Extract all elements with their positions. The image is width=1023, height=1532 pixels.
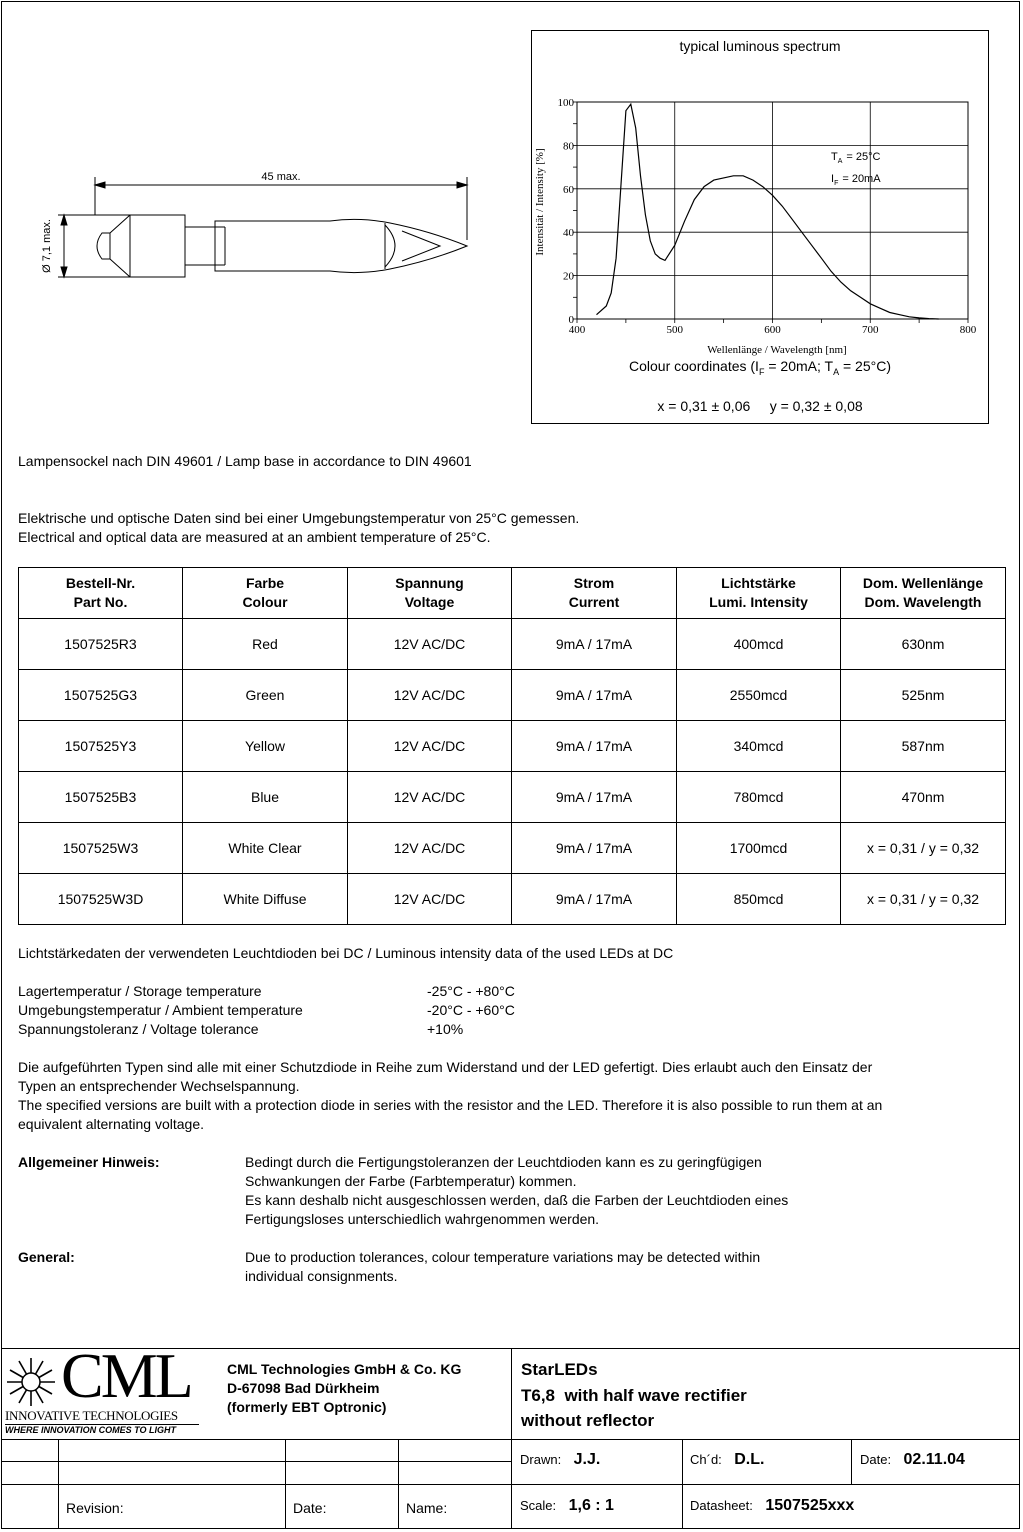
cell-colour: Green	[183, 670, 348, 721]
cell-part-no: 1507525Y3	[19, 721, 183, 772]
measure-note-en: Electrical and optical data are measured at an ambient temperature of 25°C.	[18, 529, 491, 545]
length-label: 45 max.	[261, 171, 301, 183]
cell-intensity: 2550mcd	[677, 670, 841, 721]
cell-intensity: 400mcd	[677, 619, 841, 670]
cell-colour: Red	[183, 619, 348, 670]
header-voltage: Spannung Voltage	[348, 568, 512, 619]
cell-wavelength: 525nm	[841, 670, 1006, 721]
measure-note-de: Elektrische und optische Daten sind bei einer Umgebungstemperatur von 25°C gemessen.	[18, 510, 580, 526]
table-row	[19, 772, 1006, 823]
cell-colour: White Diffuse	[183, 874, 348, 925]
cml-logo-icon	[5, 1356, 57, 1408]
hinweis-label: Allgemeiner Hinweis:	[18, 1154, 160, 1170]
protection-en-2: equivalent alternating voltage.	[18, 1116, 205, 1132]
temp-value-voltage: +10%	[427, 1021, 464, 1037]
cell-voltage: 12V AC/DC	[348, 670, 512, 721]
header-intensity: Lichtstärke Lumi. Intensity	[677, 568, 841, 619]
y-tick-label: 100	[557, 97, 574, 109]
chart-ylabel: Intensität / Intensity [%]	[534, 148, 546, 256]
header-part-no: Bestell-Nr. Part No.	[19, 568, 183, 619]
cell-wavelength: 470nm	[841, 772, 1006, 823]
cell-part-no: 1507525W3	[19, 823, 183, 874]
lamp-base-note: Lampensockel nach DIN 49601 / Lamp base in accordance to DIN 49601	[18, 453, 472, 469]
x-tick-label: 500	[666, 324, 683, 336]
product-line-3: without reflector	[521, 1411, 655, 1430]
x-tick-label: 400	[568, 324, 586, 336]
table-header-row	[19, 568, 1006, 619]
table-row	[19, 670, 1006, 721]
header-colour: Farbe Colour	[183, 568, 348, 619]
product-line-1: StarLEDs	[521, 1360, 598, 1379]
colour-coordinates-values: x = 0,31 ± 0,06 y = 0,32 ± 0,08	[657, 398, 863, 414]
cell-part-no: 1507525B3	[19, 772, 183, 823]
temp-value-storage: -25°C - +80°C	[427, 983, 515, 999]
company-name: CML Technologies GmbH & Co. KG	[227, 1361, 462, 1377]
if-annotation: $I_F = 20mA$	[831, 173, 881, 187]
logo-slogan: WHERE INNOVATION COMES TO LIGHT	[5, 1425, 176, 1435]
y-tick-label: 80	[563, 140, 574, 153]
cell-intensity: 850mcd	[677, 874, 841, 925]
cell-part-no: 1507525R3	[19, 619, 183, 670]
protection-en-1: The specified versions are built with a protection diode in series with the resistor and the LED. Therefore it is also possible to run them at an	[18, 1097, 883, 1113]
x-tick-label: 600	[764, 324, 781, 336]
ta-annotation: $T_A = 25^\circ C$	[831, 151, 881, 165]
hinweis-line-1: Bedingt durch die Fertigungstoleranzen der Leuchtdioden kann es zu geringfügigen	[245, 1154, 762, 1170]
cell-wavelength: 630nm	[841, 619, 1006, 670]
y-tick-label: 60	[563, 183, 574, 196]
table-row	[19, 874, 1006, 925]
hinweis-line-2: Schwankungen der Farbe (Farbtemperatur) kommen.	[245, 1173, 577, 1189]
y-tick-label: 20	[563, 270, 574, 283]
company-address: D-67098 Bad Dürkheim	[227, 1380, 380, 1396]
table-row	[19, 721, 1006, 772]
general-line-2: individual consignments.	[245, 1268, 398, 1284]
cell-wavelength: 587nm	[841, 721, 1006, 772]
cell-voltage: 12V AC/DC	[348, 823, 512, 874]
cell-voltage: 12V AC/DC	[348, 721, 512, 772]
colour-coordinates-label: Colour coordinates ($I_F = 20mA$; $T_A = 25^\circ C$)	[629, 358, 891, 377]
cell-current: 9mA / 17mA	[512, 823, 677, 874]
cell-part-no: 1507525W3D	[19, 874, 183, 925]
temp-value-ambient: -20°C - +60°C	[427, 1002, 515, 1018]
cell-voltage: 12V AC/DC	[348, 874, 512, 925]
cell-intensity: 780mcd	[677, 772, 841, 823]
cell-current: 9mA / 17mA	[512, 619, 677, 670]
cell-part-no: 1507525G3	[19, 670, 183, 721]
diameter-label: Ø 7,1 max.	[41, 219, 53, 273]
intensity-data-note: Lichtstärkedaten der verwendeten Leuchtdioden bei DC / Luminous intensity data of the used LEDs at DC	[18, 945, 674, 961]
cell-current: 9mA / 17mA	[512, 874, 677, 925]
lamp-drawing	[30, 165, 490, 285]
cell-current: 9mA / 17mA	[512, 721, 677, 772]
company-former: (formerly EBT Optronic)	[227, 1399, 387, 1415]
revision-date-label: Date:	[293, 1500, 327, 1516]
hinweis-line-4: Fertigungsloses unterschiedlich wahrgenommen werden.	[245, 1211, 600, 1227]
general-line-1: Due to production tolerances, colour temperature variations may be detected within	[245, 1249, 761, 1265]
logo-text: CML	[61, 1340, 191, 1411]
cell-colour: White Clear	[183, 823, 348, 874]
x-tick-label: 700	[862, 324, 879, 336]
cell-wavelength: x = 0,31 / y = 0,32	[841, 823, 1006, 874]
table-row	[19, 619, 1006, 670]
product-line-2: T6,8 with half wave rectifier	[521, 1386, 747, 1405]
revision-label: Revision:	[66, 1500, 124, 1516]
table-row	[19, 823, 1006, 874]
cell-wavelength: x = 0,31 / y = 0,32	[841, 874, 1006, 925]
cell-intensity: 340mcd	[677, 721, 841, 772]
y-tick-label: 40	[563, 227, 574, 240]
title-block	[1, 1340, 1020, 1529]
cell-colour: Blue	[183, 772, 348, 823]
general-label: General:	[18, 1249, 75, 1265]
drawn-field: Drawn: J.J.	[520, 1451, 601, 1468]
temp-label-storage: Lagertemperatur / Storage temperature	[18, 983, 262, 999]
header-wavelength: Dom. Wellenlänge Dom. Wavelength	[841, 568, 1006, 619]
hinweis-line-3: Es kann deshalb nicht ausgeschlossen werden, daß die Farben der Leuchtdioden eines	[245, 1192, 789, 1208]
datasheet-field: Datasheet: 1507525xxx	[690, 1497, 855, 1514]
protection-de-1: Die aufgeführten Typen sind alle mit einer Schutzdiode in Reihe zum Widerstand und der LED gefertigt. Dies erlaubt auch den Einsatz der	[18, 1059, 873, 1075]
cell-voltage: 12V AC/DC	[348, 772, 512, 823]
spectrum-chart	[531, 85, 989, 360]
cell-current: 9mA / 17mA	[512, 670, 677, 721]
scale-field: Scale: 1,6 : 1	[520, 1497, 614, 1514]
logo-subtitle: INNOVATIVE TECHNOLOGIES	[5, 1408, 178, 1423]
y-tick-label: 0	[568, 314, 574, 326]
spectrum-line	[597, 104, 939, 319]
x-tick-label: 800	[959, 324, 977, 336]
cell-current: 9mA / 17mA	[512, 772, 677, 823]
chart-xlabel: Wellenlänge / Wavelength [nm]	[707, 344, 847, 356]
temp-label-ambient: Umgebungstemperatur / Ambient temperature	[18, 1002, 303, 1018]
spec-table	[18, 567, 1006, 925]
cell-voltage: 12V AC/DC	[348, 619, 512, 670]
header-current: Strom Current	[512, 568, 677, 619]
date-field: Date: 02.11.04	[860, 1451, 965, 1468]
temp-label-voltage: Spannungstoleranz / Voltage tolerance	[18, 1021, 259, 1037]
cell-intensity: 1700mcd	[677, 823, 841, 874]
chart-title: typical luminous spectrum	[679, 38, 841, 54]
protection-de-2: Typen an entsprechender Wechselspannung.	[18, 1078, 300, 1094]
cell-colour: Yellow	[183, 721, 348, 772]
revision-name-label: Name:	[406, 1500, 448, 1516]
checked-field: Ch´d: D.L.	[690, 1451, 765, 1468]
